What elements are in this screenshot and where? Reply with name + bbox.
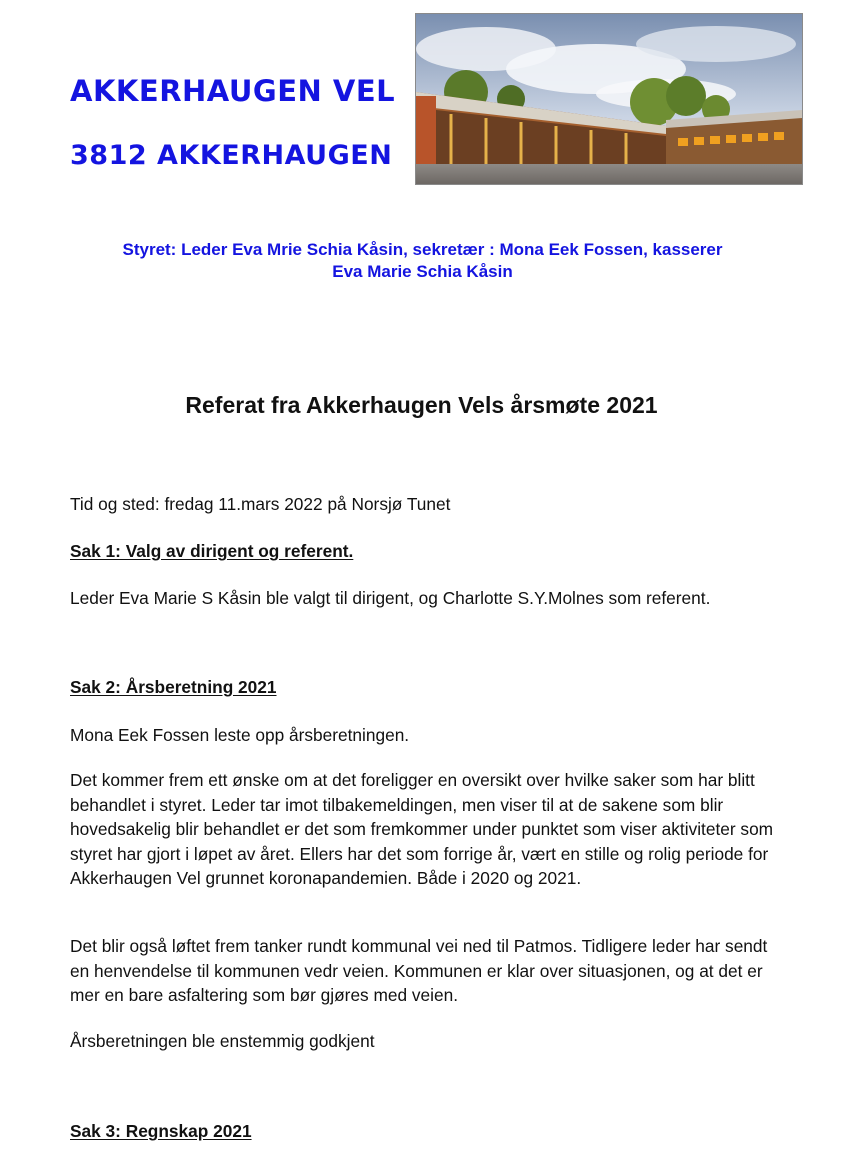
- document-title: Referat fra Akkerhaugen Vels årsmøte 2021: [185, 392, 658, 418]
- sak3-heading: Sak 3: Regnskap 2021: [70, 1121, 252, 1141]
- sak2-heading: Sak 2: Årsberetning 2021: [70, 677, 277, 697]
- board-line-1: Styret: Leder Eva Mrie Schia Kåsin, sekretær : Mona Eek Fossen, kasserer: [122, 240, 723, 259]
- time-place: Tid og sted: fredag 11.mars 2022 på Norsjø Tunet: [70, 494, 451, 514]
- board-members: [60, 239, 785, 283]
- sak1-text: Leder Eva Marie S Kåsin ble valgt til dirigent, og Charlotte S.Y.Molnes som referent.: [70, 588, 711, 608]
- sak2-paragraph-4: Årsberetningen ble enstemmig godkjent: [70, 1031, 375, 1051]
- sak2-paragraph-3: Det blir også løftet frem tanker rundt kommunal vei ned til Patmos. Tidligere leder har sendt en henvendelse til kommunen vedr veien. Kommunen er klar over situasjonen, og at det er mer en bare asfaltering som bør gjøres med veien.: [70, 936, 768, 1005]
- board-line-2: Eva Marie Schia Kåsin: [332, 262, 513, 281]
- building-photo: [415, 13, 803, 185]
- org-name: AKKERHAUGEN VEL: [70, 74, 396, 108]
- sak1-heading: Sak 1: Valg av dirigent og referent.: [70, 541, 354, 561]
- org-postal-address: 3812 AKKERHAUGEN: [70, 140, 393, 171]
- sak2-paragraph-2: Det kommer frem ett ønske om at det foreligger en oversikt over hvilke saker som har blitt behandlet i styret. Leder tar imot tilbakemeldingen, men viser til at de sakene som blir hovedsakelig blir behandlet er det som fremkommer under punktet som viser aktiviteter som styret har gjort i løpet av året. Ellers har det som forrige år, vært en stille og rolig periode for Akkerhaugen Vel grunnet koronapandemien. Både i 2020 og 2021.: [70, 770, 774, 888]
- sak2-paragraph-1: Mona Eek Fossen leste opp årsberetningen.: [70, 725, 410, 745]
